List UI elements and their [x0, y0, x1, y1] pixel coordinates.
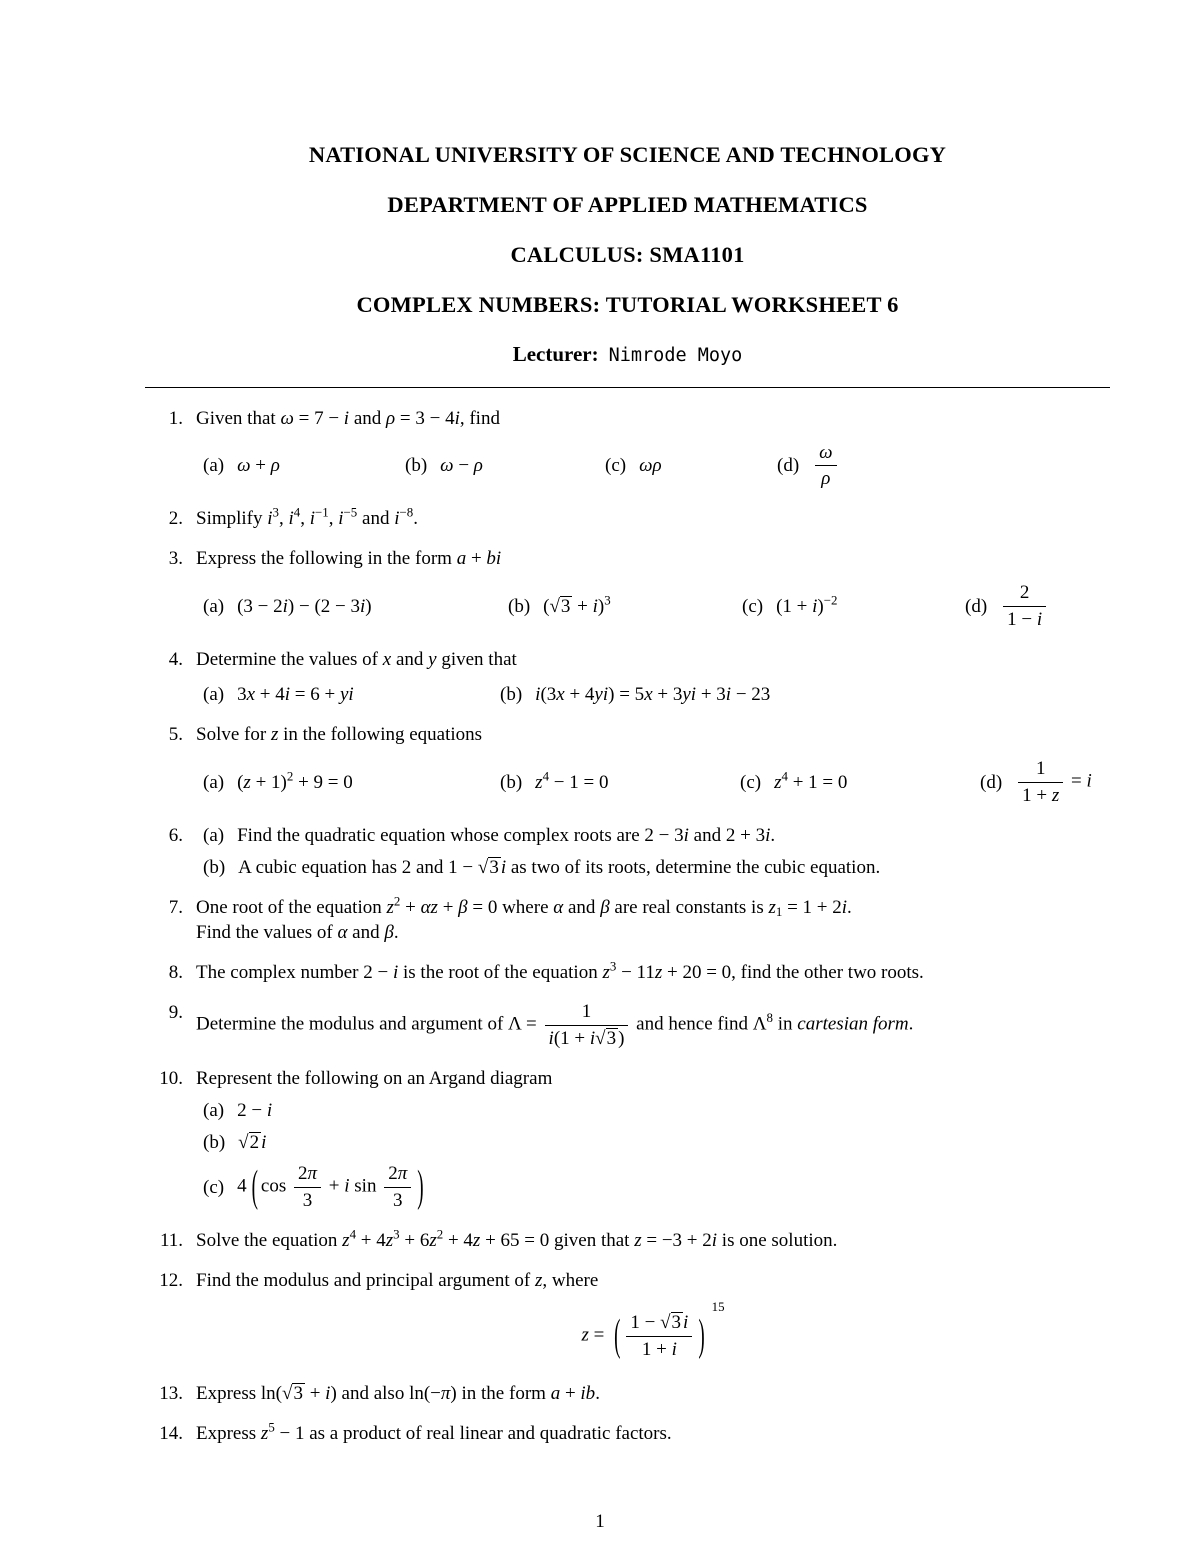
part-label: (a): [203, 1100, 225, 1122]
part-expression: ω + ρ: [237, 455, 280, 477]
part-b: [196, 855, 1110, 880]
problem-text: Solve for z in the following equations: [196, 724, 483, 746]
problem-number: 6.: [168, 825, 183, 847]
department-title: DEPARTMENT OF APPLIED MATHEMATICS: [387, 191, 868, 217]
part-a: [203, 770, 500, 795]
problem-7: [145, 895, 1110, 945]
part-expression: ω − ρ: [440, 455, 483, 477]
part-b: [405, 453, 605, 478]
part-expression: $z^4 - 1 = 0$: [535, 768, 609, 794]
problem-10: [145, 1066, 1110, 1213]
problem-number: 8.: [168, 962, 183, 984]
part-expression: $\frac{1}{1 + z}$ = i: [1015, 757, 1092, 808]
university-title: NATIONAL UNIVERSITY OF SCIENCE AND TECHNOLOGY: [308, 142, 947, 167]
part-label: (a): [203, 684, 225, 706]
part-a: [203, 453, 405, 478]
problem-3: [145, 546, 1110, 632]
part-label: (a): [203, 455, 225, 477]
part-expression: $\frac{2}{1 - i}$: [1000, 581, 1049, 632]
part-d: [980, 757, 1110, 808]
problem-text: Express ln(√3 + i) and also ln(−π) in the form a + ib.: [196, 1382, 600, 1404]
problem-text-line1: One root of the equation $z^2 + \alpha z + \beta = 0$ where α and β are real constants is $z_1 = 1 + 2i$.: [196, 893, 852, 920]
part-expression: √2 i: [238, 1132, 267, 1154]
problem-number: 13.: [159, 1382, 183, 1404]
problem-body: [196, 1268, 1110, 1366]
problem-body: [196, 1066, 1110, 1213]
problem-text: Simplify $i^3$, $i^4$, $i^{-1}$, $i^{-5}$ and $i^{-8}$.: [196, 504, 418, 530]
problem-2: [145, 506, 1110, 531]
problem-parts: [196, 581, 1110, 632]
part-a: [196, 1098, 1110, 1123]
part-expression: A cubic equation has 2 and 1 − √3 i as two of its roots, determine the cubic equation.: [238, 857, 881, 879]
part-expression: $(1 + i)^{-2}$: [776, 592, 838, 618]
problem-9: [145, 1000, 1110, 1051]
part-a: [196, 823, 1110, 848]
part-expression: 4 ( cos $\frac{2\pi}{3}$ + i sin $\frac{2\pi}{3}$ ): [237, 1162, 424, 1213]
part-label: (a): [203, 772, 225, 794]
problem-number: 12.: [159, 1270, 183, 1292]
problem-body: [196, 1421, 1110, 1446]
part-label: (c): [203, 1177, 225, 1199]
problem-text: Given that ω = 7 − i and ρ = 3 − 4i, find: [196, 407, 500, 429]
part-expression: $z^4 + 1 = 0$: [774, 768, 848, 794]
part-expression: 3x + 4i = 6 + yi: [237, 684, 354, 706]
lecturer-line: [145, 342, 1110, 367]
part-label: (b): [500, 772, 523, 794]
part-label: (b): [203, 857, 226, 879]
part-expression: $\frac{\omega}{\rho}$: [812, 441, 839, 492]
part-c: [196, 1162, 1110, 1213]
problem-text: Express $z^5 - 1$ as a product of real linear and quadratic factors.: [196, 1419, 672, 1444]
problem-body: [196, 546, 1110, 632]
part-expression: 2 − i: [237, 1100, 273, 1122]
problem-body: [196, 960, 1110, 985]
worksheet-title: COMPLEX NUMBERS: TUTORIAL WORKSHEET 6: [356, 291, 899, 317]
problem-text: Solve the equation $z^4 + 4z^3 + 6z^2 + 4z + 65 = 0$ given that z = −3 + 2i is one solution.: [196, 1226, 838, 1252]
part-b: [500, 682, 1110, 707]
part-expression: $(√3 + i)^3$: [543, 592, 611, 618]
part-c: [742, 594, 965, 619]
problem-number: 11.: [159, 1230, 183, 1252]
problem-number: 2.: [168, 508, 183, 530]
problem-parts: [196, 757, 1110, 808]
lecturer-label: Lecturer:: [512, 341, 599, 366]
part-label: (d): [965, 596, 988, 618]
part-expression: (3 − 2i) − (2 − 3i): [237, 596, 372, 618]
problem-number: 1.: [168, 407, 183, 429]
problem-number: 4.: [168, 649, 183, 671]
part-expression: i(3x + 4yi) = 5x + 3yi + 3i − 23: [535, 684, 771, 706]
part-label: (c): [740, 772, 762, 794]
part-expression: $(z + 1)^2 + 9 = 0$: [237, 768, 353, 794]
part-label: (b): [203, 1132, 226, 1154]
page-content: [145, 0, 1110, 1446]
problem-6: [145, 823, 1110, 880]
part-label: (c): [605, 455, 627, 477]
problem-text: Determine the values of x and y given that: [196, 649, 517, 671]
part-label: (b): [508, 596, 531, 618]
part-expression: ωρ: [639, 455, 662, 477]
part-label: (a): [203, 825, 225, 847]
problem-parts: [196, 441, 1110, 492]
display-equation: [196, 1299, 1110, 1362]
problem-1: [145, 406, 1110, 492]
problem-5: [145, 722, 1110, 808]
problem-number: 9.: [168, 1002, 183, 1024]
part-b: [500, 770, 740, 795]
problem-body: [196, 722, 1110, 808]
problem-text: Represent the following on an Argand diagram: [196, 1068, 553, 1090]
problem-text: The complex number 2 − i is the root of the equation $z^3 - 11z + 20 = 0$, find the other two roots.: [196, 958, 924, 984]
equation: z = ( $\frac{1 - √3 i}{1 + i}$ ) $^{15}$: [581, 1299, 725, 1362]
part-c: [605, 453, 777, 478]
problem-text: Express the following in the form a + bi: [196, 548, 502, 570]
part-c: [740, 770, 980, 795]
problem-body: [196, 406, 1110, 492]
problem-body: [196, 647, 1110, 707]
problem-body: [196, 895, 1110, 945]
problem-number: 5.: [168, 724, 183, 746]
part-label: (d): [980, 772, 1003, 794]
problem-11: [145, 1228, 1110, 1253]
problem-body: [196, 506, 1110, 531]
problem-text-line2: Find the values of α and β.: [196, 922, 399, 944]
part-d: [777, 441, 1110, 492]
problem-body: [196, 1228, 1110, 1253]
problem-12: [145, 1268, 1110, 1366]
document-header: [145, 142, 1110, 367]
part-a: [203, 682, 500, 707]
part-label: (c): [742, 596, 764, 618]
problem-text: Determine the modulus and argument of Λ = $\frac{1}{i(1 + i√3 )}$ and hence find $\Lambda^8$ in cartesian form.: [196, 1001, 914, 1050]
part-label: (d): [777, 455, 800, 477]
problem-14: [145, 1421, 1110, 1446]
part-label: (a): [203, 596, 225, 618]
problem-parts: [196, 682, 1110, 707]
problem-8: [145, 960, 1110, 985]
problem-number: 10.: [159, 1068, 183, 1090]
problem-body: [196, 1381, 1110, 1406]
problem-number: 14.: [159, 1422, 183, 1444]
problem-4: [145, 647, 1110, 707]
part-d: [965, 581, 1110, 632]
problem-list: [145, 406, 1110, 1447]
course-title: CALCULUS: SMA1101: [510, 241, 745, 267]
part-label: (b): [500, 684, 523, 706]
page-number: 1: [595, 1511, 605, 1532]
part-b: [508, 594, 742, 619]
part-b: [196, 1130, 1110, 1155]
problem-number: 7.: [168, 897, 183, 919]
problem-body: [196, 1000, 1110, 1051]
problem-body: [196, 823, 1110, 880]
lecturer-name: Nimrode Moyo: [608, 344, 743, 366]
problem-number: 3.: [168, 548, 183, 570]
part-expression: Find the quadratic equation whose complex roots are 2 − 3i and 2 + 3i.: [237, 825, 776, 847]
problem-text: Find the modulus and principal argument of z, where: [196, 1270, 599, 1292]
part-a: [203, 594, 508, 619]
header-divider: [145, 387, 1110, 388]
part-label: (b): [405, 455, 428, 477]
problem-13: [145, 1381, 1110, 1406]
